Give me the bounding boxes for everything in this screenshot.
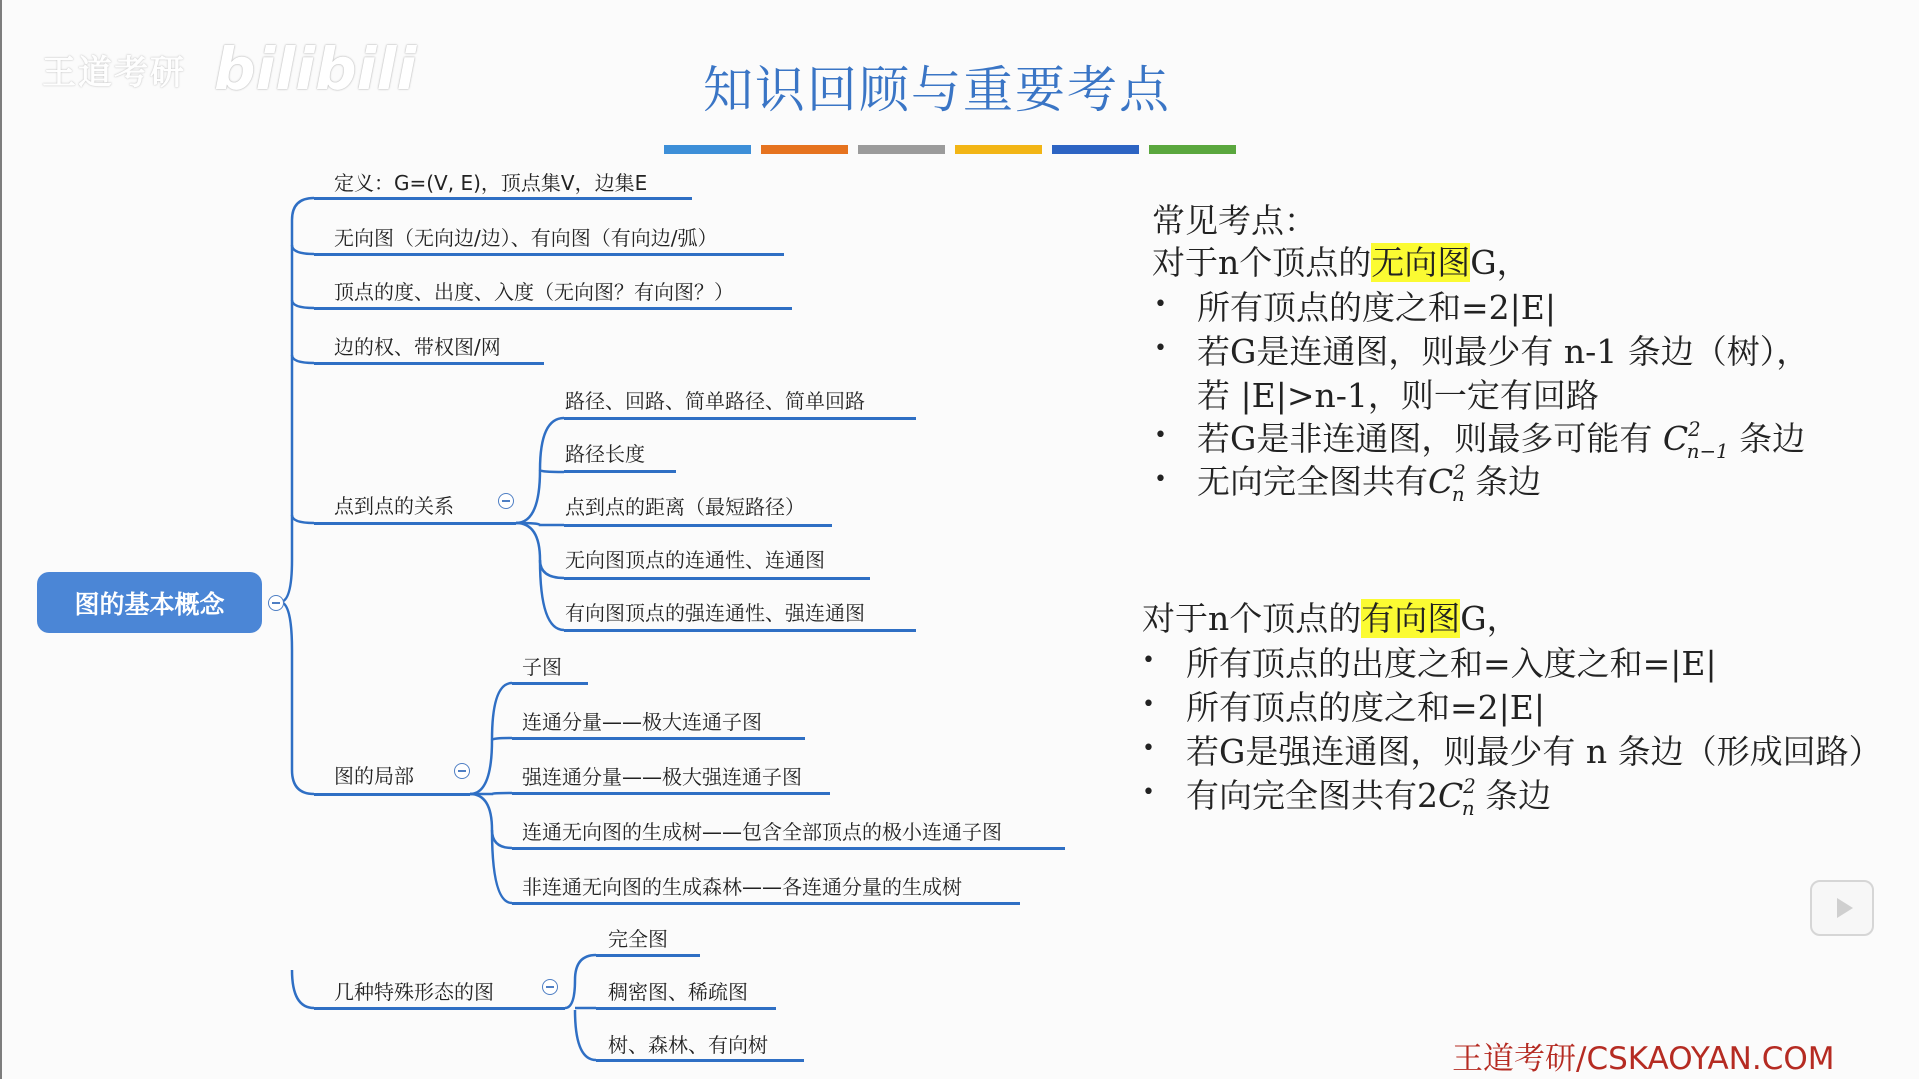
directed-item-4-post: 条边 — [1474, 776, 1552, 815]
undirected-intro-pre: 对于n个顶点的 — [1152, 243, 1372, 282]
bullet-icon: • — [1142, 736, 1155, 761]
bullet-icon: • — [1154, 292, 1167, 317]
mindmap-root[interactable]: 图的基本概念 — [37, 572, 262, 633]
undirected-item-4-pre: 无向完全图共有 — [1197, 462, 1428, 501]
leaf-underline — [512, 737, 805, 740]
branch-underline — [314, 197, 692, 200]
bullet-icon: • — [1142, 780, 1155, 805]
leaf-tree-forest[interactable]: 树、森林、有向树 — [608, 1033, 768, 1057]
branch-special-graphs[interactable]: 几种特殊形态的图 — [334, 980, 494, 1004]
leaf-underline — [564, 577, 870, 580]
watermark-bilibili: bilibili — [214, 35, 417, 103]
leaf-underline — [564, 417, 916, 420]
branch-degree[interactable]: 顶点的度、出度、入度（无向图？有向图？） — [334, 280, 734, 304]
undirected-item-1: 所有顶点的度之和=2|E| — [1197, 288, 1556, 327]
leaf-complete-graph[interactable]: 完全图 — [608, 927, 668, 951]
combination-formula: $C^2_n$ — [1438, 775, 1476, 820]
undirected-item-4 — [1197, 456, 1541, 506]
leaf-underline — [564, 470, 676, 473]
play-icon[interactable] — [1810, 880, 1874, 936]
color-bar-yellow — [955, 145, 1042, 154]
slide-title: 知识回顾与重要考点 — [703, 61, 1171, 119]
directed-item-4-pre: 有向完全图共有2 — [1186, 776, 1438, 815]
directed-intro — [1142, 593, 1520, 640]
color-bar-orange — [761, 145, 848, 154]
undirected-item-3-post: 条边 — [1728, 419, 1806, 458]
color-bar-blue — [664, 145, 751, 154]
leaf-underline — [512, 902, 1020, 905]
directed-item-1: 所有顶点的出度之和=入度之和=|E| — [1186, 644, 1717, 683]
vertex-relations-collapse-icon[interactable] — [498, 493, 514, 509]
color-bar-gray — [858, 145, 945, 154]
color-bar-green — [1149, 145, 1236, 154]
branch-underline — [314, 307, 792, 310]
leaf-strong-connectivity[interactable]: 有向图顶点的强连通性、强连通图 — [565, 601, 865, 625]
panel-heading: 常见考点： — [1152, 201, 1317, 240]
special-graphs-collapse-icon[interactable] — [542, 979, 558, 995]
branch-weight[interactable]: 边的权、带权图/网 — [334, 335, 501, 359]
branch-underline — [314, 1007, 565, 1010]
branch-underline — [314, 793, 470, 796]
leaf-distance[interactable]: 点到点的距离（最短路径） — [565, 495, 805, 519]
watermark-wangdao: 王道考研 — [42, 53, 186, 93]
undirected-highlight: 无向图 — [1371, 243, 1471, 282]
leaf-underline — [512, 792, 830, 795]
directed-highlight: 有向图 — [1361, 599, 1461, 638]
leaf-underline — [596, 1007, 776, 1010]
bullet-icon: • — [1142, 648, 1155, 673]
undirected-intro-post: G， — [1470, 243, 1530, 282]
leaf-underline — [512, 847, 1065, 850]
leaf-strong-component[interactable]: 强连通分量——极大强连通子图 — [522, 765, 802, 789]
combination-formula: $C^2_n$ — [1428, 461, 1466, 506]
undirected-item-2-cont: 若 |E|>n-1，则一定有回路 — [1197, 376, 1599, 415]
leaf-connected-component[interactable]: 连通分量——极大连通子图 — [522, 710, 762, 734]
leaf-underline — [596, 954, 700, 957]
bullet-icon: • — [1154, 336, 1167, 361]
mindmap-connectors — [2, 0, 1919, 1079]
branch-vertex-relations[interactable]: 点到点的关系 — [334, 494, 454, 518]
branch-underline — [314, 253, 784, 256]
root-collapse-icon[interactable] — [268, 595, 284, 611]
color-bar-darkblue — [1052, 145, 1139, 154]
branch-definition[interactable]: 定义：G=(V, E)，顶点集V，边集E — [334, 171, 648, 195]
undirected-item-3-pre: 若G是非连通图，则最多可能有 — [1197, 419, 1663, 458]
branch-graph-types[interactable]: 无向图（无向边/边）、有向图（有向边/弧） — [334, 226, 718, 250]
undirected-item-2: 若G是连通图，则最少有 n-1 条边（树）， — [1197, 332, 1810, 371]
leaf-spanning-tree[interactable]: 连通无向图的生成树——包含全部顶点的极小连通子图 — [522, 820, 1002, 844]
branch-underline — [314, 522, 516, 525]
leaf-dense-sparse[interactable]: 稠密图、稀疏图 — [608, 980, 748, 1004]
branch-underline — [314, 362, 544, 365]
undirected-item-4-post: 条边 — [1464, 462, 1542, 501]
branch-subgraphs[interactable]: 图的局部 — [334, 764, 414, 788]
leaf-path[interactable]: 路径、回路、简单路径、简单回路 — [565, 389, 865, 413]
leaf-underline — [512, 682, 588, 685]
leaf-underline — [596, 1059, 804, 1062]
bullet-icon: • — [1154, 467, 1167, 492]
directed-item-2: 所有顶点的度之和=2|E| — [1186, 688, 1545, 727]
footer-brand: 王道考研/CSKAOYAN.COM — [1452, 1041, 1835, 1077]
bullet-icon: • — [1142, 692, 1155, 717]
leaf-underline — [564, 629, 916, 632]
directed-item-3: 若G是强连通图，则最少有 n 条边（形成回路） — [1186, 732, 1882, 771]
leaf-path-length[interactable]: 路径长度 — [565, 442, 645, 466]
leaf-subgraph[interactable]: 子图 — [522, 655, 562, 679]
leaf-connectivity[interactable]: 无向图顶点的连通性、连通图 — [565, 548, 825, 572]
combination-formula: $C^2_{n-1}$ — [1662, 418, 1729, 463]
subgraphs-collapse-icon[interactable] — [454, 763, 470, 779]
undirected-intro — [1152, 237, 1530, 284]
bullet-icon: • — [1154, 423, 1167, 448]
directed-intro-post: G， — [1460, 599, 1520, 638]
directed-intro-pre: 对于n个顶点的 — [1142, 599, 1362, 638]
leaf-underline — [564, 524, 832, 527]
leaf-spanning-forest[interactable]: 非连通无向图的生成森林——各连通分量的生成树 — [522, 875, 962, 899]
directed-item-4 — [1186, 770, 1551, 820]
